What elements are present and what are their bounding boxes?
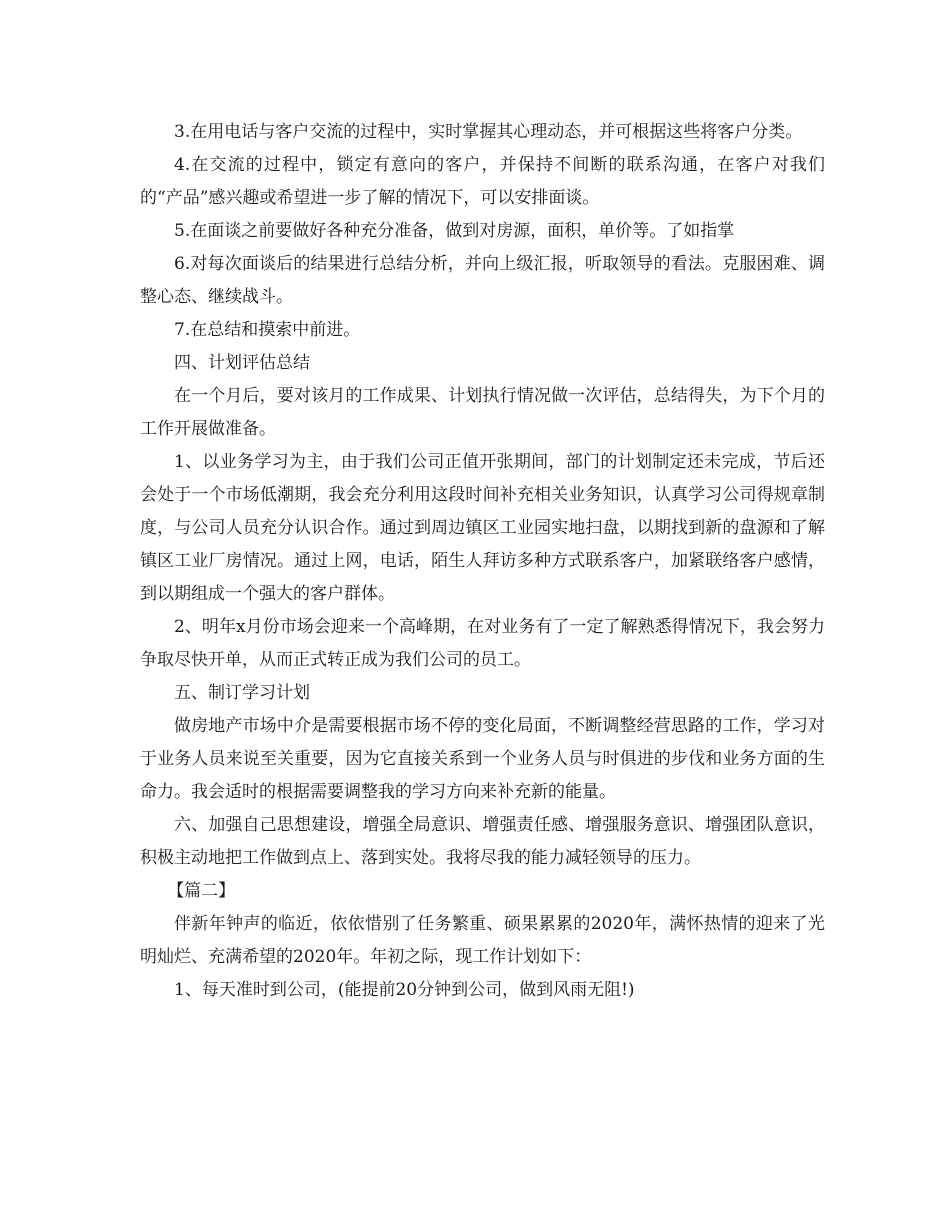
paragraph-item-4: 4.在交流的过程中，锁定有意向的客户，并保持不间断的联系沟通，在客户对我们的“产品”感兴趣或希望进一步了解的情况下，可以安排面谈。: [140, 155, 825, 208]
section-heading-5: 五、制订学习计划: [174, 683, 310, 703]
paragraph-item-5: 5.在面谈之前要做好各种充分准备，做到对房源，面积，单价等。了如指掌: [174, 221, 735, 241]
section-heading-4: 四、计划评估总结: [174, 353, 310, 373]
evaluation-paragraph: 在一个月后，要对该月的工作成果、计划执行情况做一次评估，总结得失，为下个月的工作开展做准备。: [140, 386, 825, 439]
paragraph-item-6: 6.对每次面谈后的结果进行总结分析，并向上级汇报，听取领导的看法。克服困难、调整心态、继续战斗。: [140, 254, 825, 307]
part-two-intro: 伴新年钟声的临近，依依惜别了任务繁重、硕果累累的2020年，满怀热情的迎来了光明灿烂、充满希望的2020年。年初之际，现工作计划如下：: [140, 914, 825, 967]
part-two-item-1: 1、每天准时到公司，(能提前20分钟到公司，做到风雨无阻!): [174, 980, 635, 1000]
plan-item-1: 1、以业务学习为主，由于我们公司正值开张期间，部门的计划制定还未完成，节后还会处于一个市场低潮期，我会充分利用这段时间补充相关业务知识，认真学习公司得规章制度，与公司人员充分认识合作。通过到周边镇区工业园实地扫盘，以期找到新的盘源和了解镇区工业厂房情况。通过上网，电话，陌生人拜访多种方式联系客户，加紧联络客户感情，到以期组成一个强大的客户群体。: [140, 452, 825, 604]
part-two-heading: 【篇二】: [167, 881, 236, 901]
document-body: [140, 116, 825, 1007]
study-plan-paragraph: 做房地产市场中介是需要根据市场不停的变化局面，不断调整经营思路的工作，学习对于业务人员来说至关重要，因为它直接关系到一个业务人员与时俱进的步伐和业务方面的生命力。我会适时的根据需要调整我的学习方向来补充新的能量。: [140, 716, 825, 802]
paragraph-item-7: 7.在总结和摸索中前进。: [174, 320, 361, 340]
plan-item-2: 2、明年x月份市场会迎来一个高峰期，在对业务有了一定了解熟悉得情况下，我会努力争取尽快开单，从而正式转正成为我们公司的员工。: [140, 617, 825, 670]
paragraph-item-3: 3.在用电话与客户交流的过程中，实时掌握其心理动态，并可根据这些将客户分类。: [174, 122, 803, 142]
section-six-paragraph: 六、加强自己思想建设，增强全局意识、增强责任感、增强服务意识、增强团队意识，积极主动地把工作做到点上、落到实处。我将尽我的能力减轻领导的压力。: [140, 815, 825, 868]
